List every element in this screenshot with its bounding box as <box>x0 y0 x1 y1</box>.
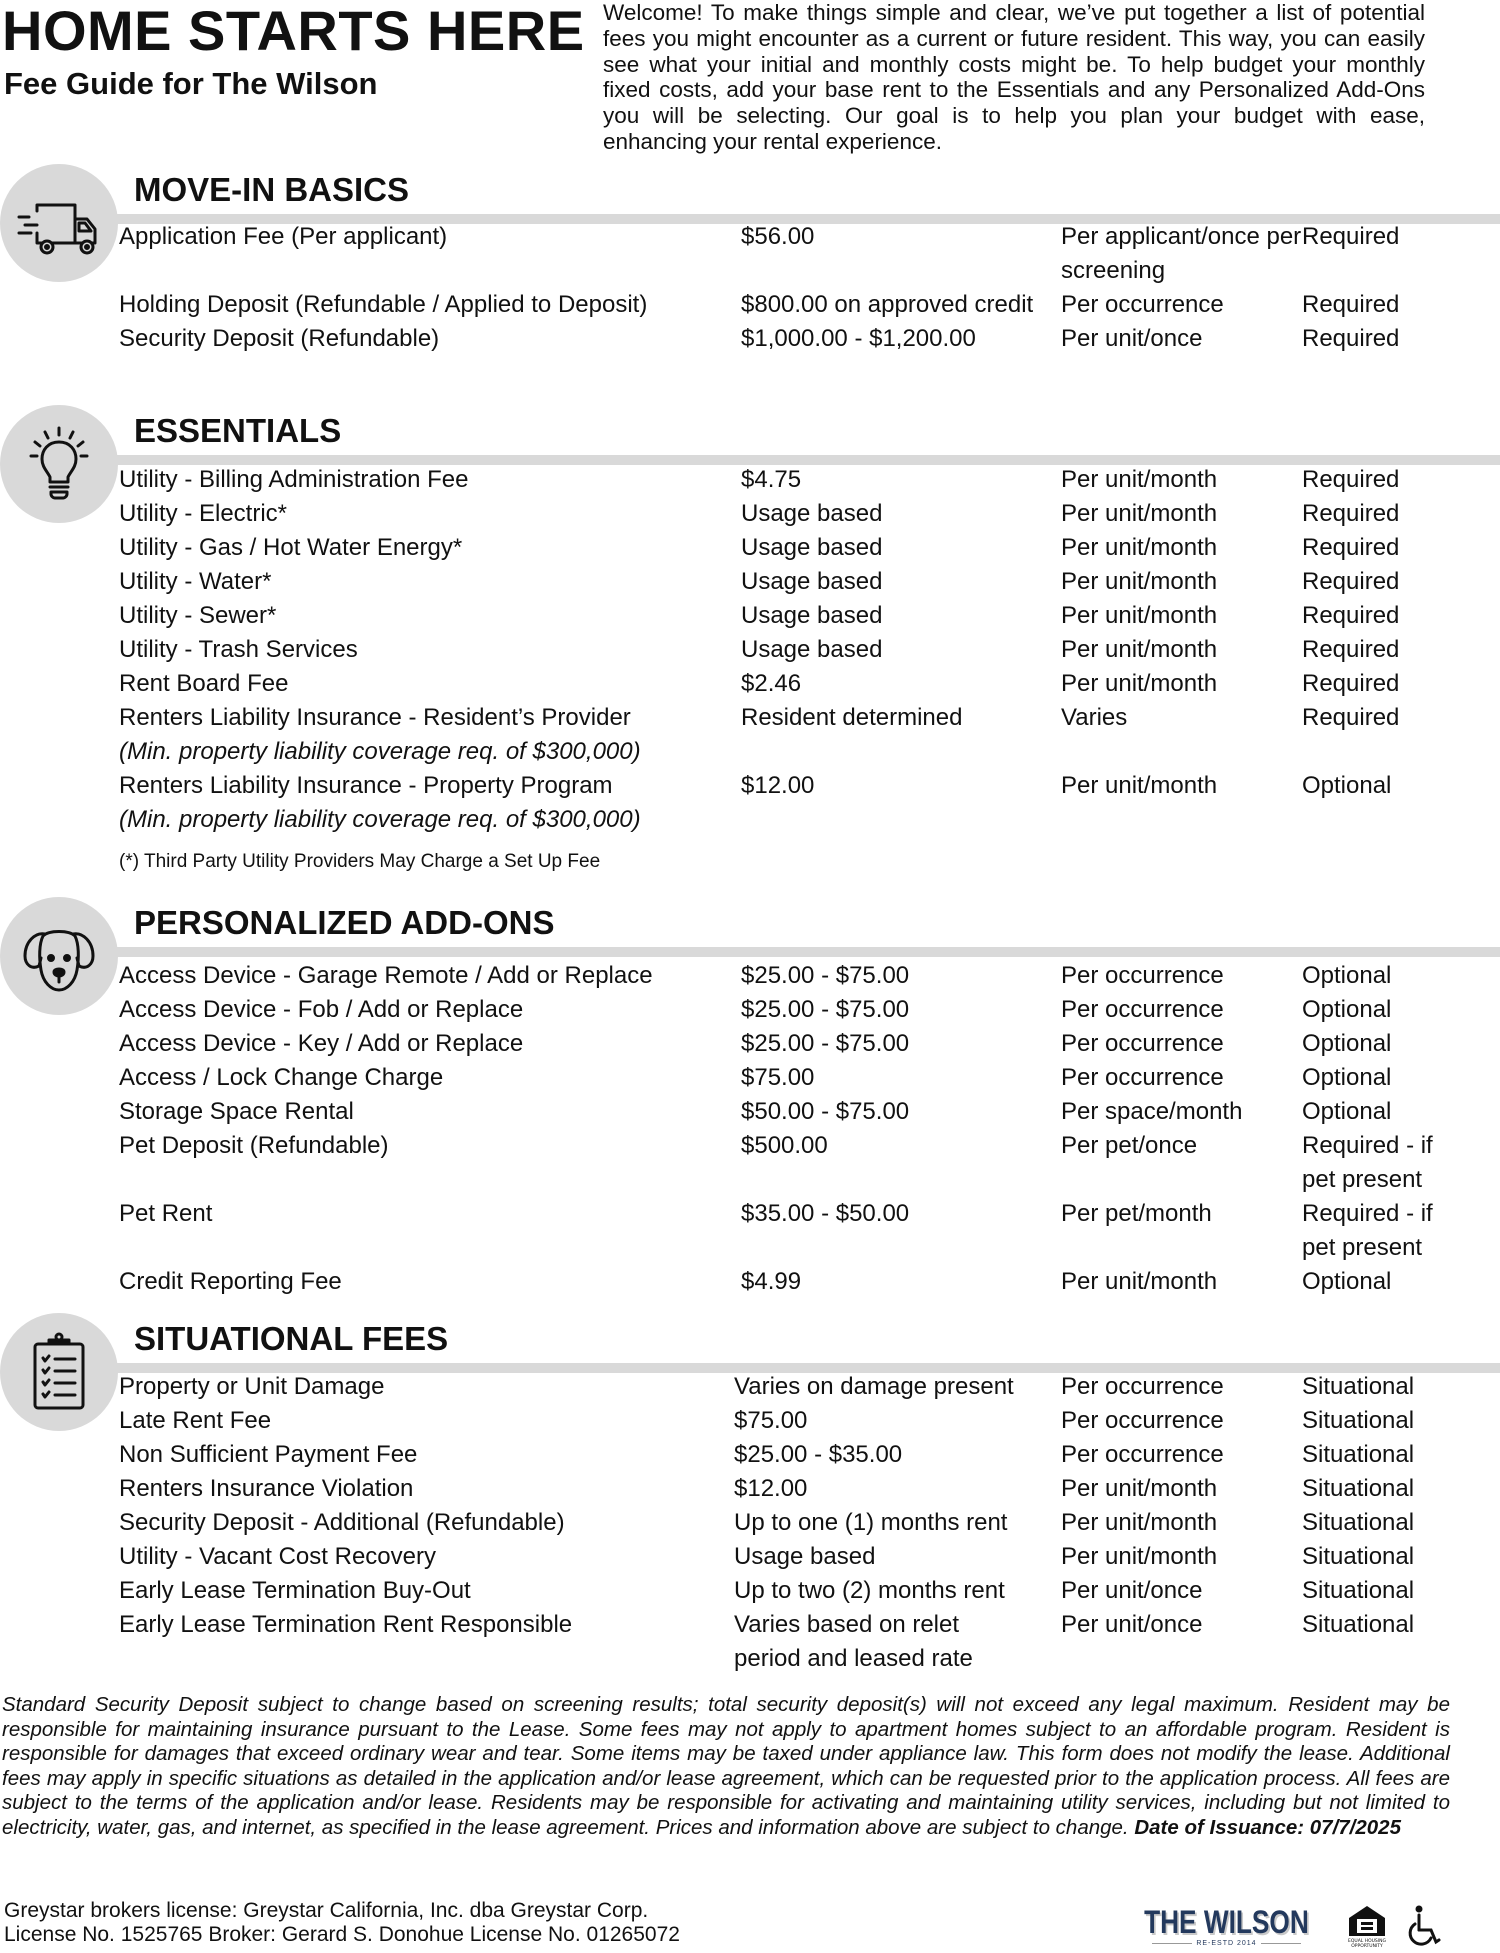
fee-name: Early Lease Termination Buy-Out <box>119 1577 471 1604</box>
wheelchair-icon <box>1407 1904 1441 1948</box>
fee-frequency: Per unit/once <box>1061 1577 1203 1604</box>
fee-amount: $50.00 - $75.00 <box>741 1098 910 1125</box>
fee-status: Required - if pet present <box>1302 1200 1433 1261</box>
fee-status: Situational <box>1302 1543 1415 1570</box>
equal-housing-icon <box>1347 1904 1387 1948</box>
moving-truck-icon <box>17 181 101 265</box>
fee-frequency: Per unit/once <box>1061 1611 1203 1638</box>
fee-frequency: Per space/month <box>1061 1098 1243 1125</box>
section-icon-circle <box>0 1313 118 1431</box>
fee-frequency: Varies <box>1061 704 1128 731</box>
fee-amount: $12.00 <box>741 772 815 799</box>
section-title: MOVE-IN BASICS <box>134 171 410 208</box>
fee-frequency: Per unit/once <box>1061 325 1203 352</box>
svg-text:OPPORTUNITY: OPPORTUNITY <box>1351 1944 1383 1948</box>
page-subtitle: Fee Guide for The Wilson <box>4 66 378 101</box>
license-line-1: Greystar brokers license: Greystar California, Inc. dba Greystar Corp. <box>4 1899 649 1922</box>
fee-name-cell <box>119 701 741 769</box>
table-row <box>119 1197 1500 1265</box>
fee-amount: Usage based <box>741 602 883 629</box>
fee-frequency: Per unit/month <box>1061 500 1218 527</box>
fee-frequency: Per unit/month <box>1061 534 1218 561</box>
svg-text:EQUAL HOUSING: EQUAL HOUSING <box>1347 1939 1386 1944</box>
fee-status: Required <box>1302 291 1400 318</box>
table-row <box>119 1370 1500 1404</box>
fee-status: Optional <box>1302 772 1392 799</box>
table-row <box>119 463 1500 497</box>
table-row <box>119 1265 1500 1299</box>
fee-frequency: Per pet/once <box>1061 1132 1198 1159</box>
fee-amount: Varies on damage present <box>734 1373 1014 1400</box>
utility-footnote: (*) Third Party Utility Providers May Charge a Set Up Fee <box>119 851 601 872</box>
fee-amount: $75.00 <box>734 1407 808 1434</box>
legal-disclaimer <box>2 1693 1450 1840</box>
fee-frequency: Per pet/month <box>1061 1200 1212 1227</box>
table-row <box>119 1095 1500 1129</box>
fee-name: Access / Lock Change Charge <box>119 1064 444 1091</box>
section-title: PERSONALIZED ADD-ONS <box>134 904 555 941</box>
table-row <box>119 667 1500 701</box>
disclaimer-text: Standard Security Deposit subject to change based on screening results; total security deposit(s) will not exceed any legal maximum. Resident may be responsible for maintaining insurance pursuant to the Lease. Some fees may not apply to apartment homes subject to an affordable program. Resident is responsible for damages that exceed ordinary wear and tear. Some items may be taxed under appliance law. This form does not modify the lease. Additional fees may apply in specific situations as detailed in the application and/or lease agreement, which can be requested prior to the application process. All fees are subject to the terms of the application and/or lease. Residents may be responsible for activating and maintaining utility services, including but not limited to electricity, water, gas, and internet, as specified in the lease agreement. Prices and information above are subject to change. <box>2 1693 1450 1839</box>
fee-amount: $2.46 <box>741 670 802 697</box>
fee-amount: $25.00 - $75.00 <box>741 1030 910 1057</box>
fee-name: Storage Space Rental <box>119 1098 354 1125</box>
fee-amount: Resident determined <box>741 704 963 731</box>
fee-name: Property or Unit Damage <box>119 1373 385 1400</box>
fee-amount: $12.00 <box>734 1475 808 1502</box>
section-situational-fees <box>0 1313 1500 1683</box>
section-essentials <box>0 405 1500 895</box>
section-move-in-basics <box>0 164 1500 404</box>
table-row <box>119 1540 1500 1574</box>
fee-frequency: Per occurrence <box>1061 962 1224 989</box>
page-title: HOME STARTS HERE <box>2 0 585 62</box>
fee-name: Late Rent Fee <box>119 1407 272 1434</box>
fee-name: Utility - Billing Administration Fee <box>119 466 469 493</box>
table-row <box>119 220 1500 288</box>
fee-name: Utility - Vacant Cost Recovery <box>119 1543 436 1570</box>
fee-frequency: Per occurrence <box>1061 1441 1224 1468</box>
fee-amount: Usage based <box>741 534 883 561</box>
fee-name: Access Device - Key / Add or Replace <box>119 1030 524 1057</box>
fee-table <box>119 220 1500 356</box>
table-row <box>119 769 1500 837</box>
fee-name: Pet Rent <box>119 1200 213 1227</box>
logo-tagline: RE-ESTD 2014 <box>1152 1939 1300 1948</box>
fee-status: Optional <box>1302 1098 1392 1125</box>
fee-name: Access Device - Garage Remote / Add or Replace <box>119 962 653 989</box>
fee-status: Optional <box>1302 1064 1392 1091</box>
fee-status: Required <box>1302 636 1400 663</box>
fee-status: Required <box>1302 500 1400 527</box>
fee-amount: $500.00 <box>741 1132 828 1159</box>
issuance-date: Date of Issuance: 07/7/2025 <box>1134 1815 1401 1839</box>
table-row <box>119 322 1500 356</box>
fee-amount: $25.00 - $35.00 <box>734 1441 903 1468</box>
section-title: ESSENTIALS <box>134 412 342 449</box>
table-row <box>119 633 1500 667</box>
footer-logos <box>1126 1903 1441 1949</box>
fee-amount: $1,000.00 - $1,200.00 <box>741 325 976 352</box>
fee-amount: $75.00 <box>741 1064 815 1091</box>
fee-amount: $35.00 - $50.00 <box>741 1200 910 1227</box>
table-row <box>119 959 1500 993</box>
table-row <box>119 599 1500 633</box>
fee-name: Early Lease Termination Rent Responsible <box>119 1611 573 1638</box>
fee-table <box>119 959 1500 1299</box>
fee-name: Security Deposit - Additional (Refundable) <box>119 1509 565 1536</box>
table-row <box>119 565 1500 599</box>
fee-status: Situational <box>1302 1577 1415 1604</box>
table-row <box>119 1027 1500 1061</box>
fee-status: Required <box>1302 670 1400 697</box>
fee-name-cell <box>119 769 741 837</box>
fee-frequency: Per unit/month <box>1061 772 1218 799</box>
fee-name: Renters Liability Insurance - Property Program <box>119 772 613 799</box>
fee-frequency: Per occurrence <box>1061 996 1224 1023</box>
table-row <box>119 1404 1500 1438</box>
fee-status: Required <box>1302 704 1400 731</box>
table-row <box>119 993 1500 1027</box>
fee-status: Required <box>1302 568 1400 595</box>
fee-status: Optional <box>1302 1030 1392 1057</box>
fee-name: Holding Deposit (Refundable / Applied to Deposit) <box>119 291 648 318</box>
lightbulb-icon <box>17 422 101 506</box>
section-icon-circle <box>0 164 118 282</box>
the-wilson-logo <box>1126 1905 1327 1948</box>
fee-status: Optional <box>1302 996 1392 1023</box>
fee-status: Required - if pet present <box>1302 1132 1433 1193</box>
fee-frequency: Per unit/month <box>1061 568 1218 595</box>
fee-amount: Up to one (1) months rent <box>734 1509 1008 1536</box>
intro-paragraph: Welcome! To make things simple and clear, we’ve put together a list of potential fees you might encounter as a current or future resident. This way, you can easily see what your initial and monthly costs might be. To help budget your monthly fixed costs, add your base rent to the Essentials and any Personalized Add-Ons you will be selecting. Our goal is to help you plan your budget with ease, enhancing your rental experience. <box>603 0 1425 154</box>
table-row <box>119 497 1500 531</box>
logo-name: THE WILSON <box>1144 1903 1309 1940</box>
section-title: SITUATIONAL FEES <box>134 1320 449 1357</box>
fee-name: Security Deposit (Refundable) <box>119 325 440 352</box>
fee-amount: $4.75 <box>741 466 802 493</box>
fee-amount: $800.00 on approved credit <box>741 291 1034 318</box>
fee-name: Application Fee (Per applicant) <box>119 223 448 250</box>
table-row <box>119 1129 1500 1197</box>
fee-amount: Usage based <box>741 568 883 595</box>
section-divider-bar <box>110 947 1500 957</box>
fee-frequency: Per unit/month <box>1061 602 1218 629</box>
table-row <box>119 1608 1500 1676</box>
fee-frequency: Per occurrence <box>1061 1407 1224 1434</box>
fee-frequency: Per unit/month <box>1061 1509 1218 1536</box>
fee-amount: $25.00 - $75.00 <box>741 962 910 989</box>
fee-name: Utility - Sewer* <box>119 602 277 629</box>
fee-frequency: Per occurrence <box>1061 291 1224 318</box>
broker-license <box>4 1899 680 1947</box>
table-row <box>119 701 1500 769</box>
fee-status: Optional <box>1302 1268 1392 1295</box>
fee-status: Required <box>1302 223 1400 250</box>
fee-amount: $56.00 <box>741 223 815 250</box>
fee-name: Utility - Gas / Hot Water Energy* <box>119 534 463 561</box>
fee-name: Access Device - Fob / Add or Replace <box>119 996 524 1023</box>
fee-status: Required <box>1302 325 1400 352</box>
fee-name: Credit Reporting Fee <box>119 1268 342 1295</box>
table-row <box>119 1438 1500 1472</box>
fee-status: Required <box>1302 466 1400 493</box>
fee-frequency: Per occurrence <box>1061 1064 1224 1091</box>
fee-frequency: Per unit/month <box>1061 466 1218 493</box>
fee-status: Situational <box>1302 1509 1415 1536</box>
fee-frequency: Per unit/month <box>1061 636 1218 663</box>
fee-amount: Up to two (2) months rent <box>734 1577 1005 1604</box>
fee-name: Pet Deposit (Refundable) <box>119 1132 389 1159</box>
fee-name: Renters Insurance Violation <box>119 1475 414 1502</box>
fee-name: Rent Board Fee <box>119 670 289 697</box>
fee-amount: Usage based <box>741 636 883 663</box>
fee-table <box>119 463 1500 875</box>
fee-status: Situational <box>1302 1611 1415 1638</box>
fee-status: Required <box>1302 602 1400 629</box>
dog-icon <box>17 914 101 998</box>
clipboard-checklist-icon <box>17 1330 101 1414</box>
fee-amount: $4.99 <box>741 1268 802 1295</box>
license-line-2: License No. 1525765 Broker: Gerard S. Donohue License No. 01265072 <box>4 1923 680 1946</box>
table-row <box>119 1506 1500 1540</box>
section-icon-circle <box>0 897 118 1015</box>
fee-amount: Varies based on relet period and leased rate <box>734 1611 973 1672</box>
table-row <box>119 1472 1500 1506</box>
fee-subnote: (Min. property liability coverage req. of $300,000) <box>119 806 641 833</box>
fee-name: Utility - Trash Services <box>119 636 358 663</box>
table-row <box>119 1574 1500 1608</box>
fee-status: Situational <box>1302 1373 1415 1400</box>
fee-table <box>119 1370 1500 1676</box>
fee-amount: $25.00 - $75.00 <box>741 996 910 1023</box>
fee-frequency: Per occurrence <box>1061 1373 1224 1400</box>
fee-status: Situational <box>1302 1475 1415 1502</box>
fee-amount: Usage based <box>734 1543 876 1570</box>
fee-subnote: (Min. property liability coverage req. of $300,000) <box>119 738 641 765</box>
fee-status: Situational <box>1302 1407 1415 1434</box>
fee-amount: Usage based <box>741 500 883 527</box>
fee-frequency: Per unit/month <box>1061 670 1218 697</box>
table-row <box>119 288 1500 322</box>
fee-frequency: Per occurrence <box>1061 1030 1224 1057</box>
section-icon-circle <box>0 405 118 523</box>
fee-frequency: Per applicant/once per screening <box>1061 223 1302 284</box>
fee-name: Utility - Water* <box>119 568 272 595</box>
fee-name: Utility - Electric* <box>119 500 288 527</box>
fee-name: Non Sufficient Payment Fee <box>119 1441 418 1468</box>
fee-name: Renters Liability Insurance - Resident’s Provider <box>119 704 631 731</box>
fee-status: Optional <box>1302 962 1392 989</box>
section-personalized-add-ons <box>0 897 1500 1307</box>
fee-frequency: Per unit/month <box>1061 1475 1218 1502</box>
table-row <box>119 531 1500 565</box>
fee-status: Required <box>1302 534 1400 561</box>
fee-frequency: Per unit/month <box>1061 1268 1218 1295</box>
fee-status: Situational <box>1302 1441 1415 1468</box>
fee-frequency: Per unit/month <box>1061 1543 1218 1570</box>
table-row <box>119 1061 1500 1095</box>
